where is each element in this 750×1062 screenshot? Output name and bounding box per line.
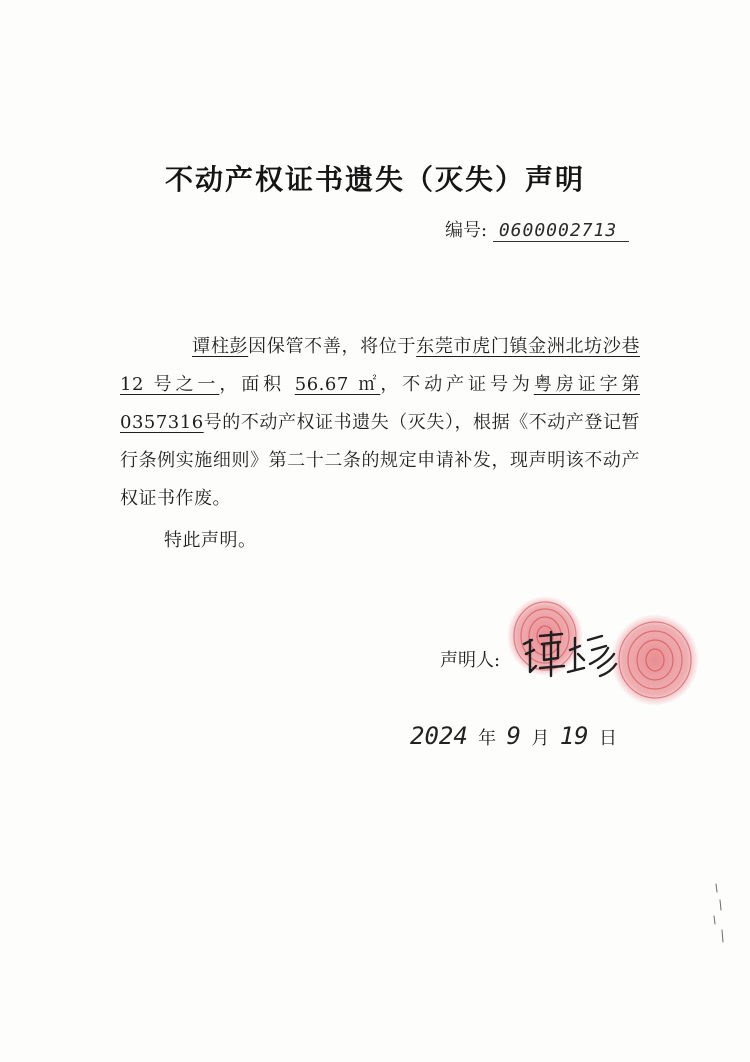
document-number [445,216,629,242]
handwritten-signature [518,620,618,690]
paragraph-text-1: 因保管不善，将位于 [248,336,417,357]
date-month: 9 [506,722,521,750]
document-number-value: 0600002713 [493,220,629,242]
date-month-label: 月 [531,728,550,749]
certificate-number: 粤房证字第0357316 [120,374,640,433]
date-year: 2024 [410,722,468,750]
declaration-date [410,722,621,750]
declarant-label: 声明人: [440,650,501,671]
paragraph-text-3: ，不动产证号为 [380,374,534,395]
date-year-label: 年 [478,728,497,749]
owner-name: 谭柱彭 [192,336,249,357]
property-area: 56.67 ㎡ [294,374,381,395]
scan-edge-marks [696,880,736,950]
date-day: 19 [559,722,589,750]
document-number-label: 编号: [445,220,488,241]
document-title: 不动产权证书遗失（灭失）声明 [164,163,585,196]
declaration-paragraph [120,328,640,518]
paragraph-text-2: ，面积 [219,374,286,395]
property-location: 东莞市虎门镇金洲北坊沙巷 12 号之一 [120,336,641,395]
date-day-label: 日 [598,728,617,749]
paragraph-text-4: 号的不动产权证书遗失（灭失），根据《不动产登记暂行条例实施细则》第二十二条的规定申请补发，现声明该不动产权证书作废。 [120,412,640,509]
closing-statement: 特此声明。 [164,530,257,551]
